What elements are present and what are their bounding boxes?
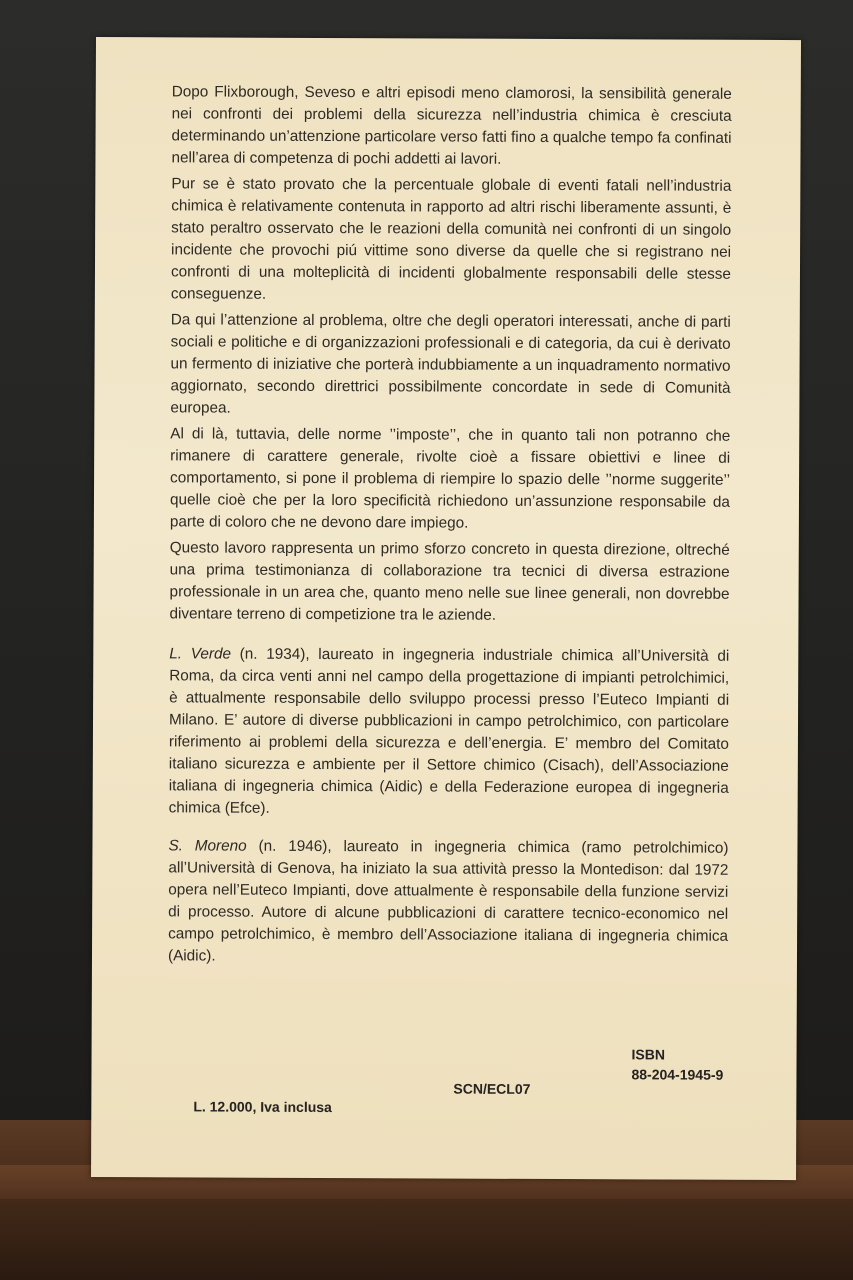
cover-text xyxy=(168,81,732,973)
catalog-code: SCN/ECL07 xyxy=(453,1080,531,1097)
intro-paragraph-1: Dopo Flixborough, Seveso e altri episodi meno clamorosi, la sensibilità generale nei confronti dei problemi della sicurezza nell’industria chimica è cresciuta determinando un’attenzione particolare verso fatti fino a qualche tempo fa confinati nell’area di competenza di pochi addetti ai lavori. xyxy=(171,83,732,168)
author-bio-verde-text: (n. 1934), laureato in ingegneria industriale chimica all’Università di Roma, da circa venti anni nel campo della progettazione di impianti petrolchimici, è attualmente responsabile dello sviluppo processi presso l’Euteco Impianti di Milano. E’ autore di diverse pubblicazioni in campo petrolchimico, con particolare riferimento ai problemi della sicurezza e dell’energia. E’ membro del Comitato italiano sicurezza e ambiente per il Settore chimico (Cisach), dell’Associazione italiana di ingegneria chimica (Aidic) e della Federazione europea di ingegneria chimica (Efce). xyxy=(168,645,730,817)
author-name-moreno: S. Moreno xyxy=(168,837,247,855)
author-name-verde: L. Verde xyxy=(169,645,232,663)
isbn-number: 88-204-1945-9 xyxy=(631,1066,724,1083)
author-bio-moreno xyxy=(168,835,729,969)
isbn-label: ISBN xyxy=(631,1046,666,1063)
author-bio-moreno-text: (n. 1946), laureato in ingegneria chimica (ramo petrolchimico) all’Università di Genova, ha iniziato la sua attività presso la Montedison: dal 1972 opera nell’Euteco Impianti, dove attualmente è responsabile della funzione servizi di processo. Autore di alcune pubblicazioni di carattere tecnico-economico nel campo petrolchimico, è membro dell’Associazione italiana di ingegneria chimica (Aidic). xyxy=(167,837,729,965)
intro-paragraph-5: Questo lavoro rappresenta un primo sforzo concreto in questa direzione, oltreché una prima testimonianza di collaborazione tra tecnici di diversa estrazione professionale in un area che, quanto meno nelle sue linee generali, non dovrebbe diventare terreno di competizione tra le aziende. xyxy=(169,539,730,624)
price-label: L. 12.000, Iva inclusa xyxy=(193,1098,332,1116)
intro-paragraph-3: Da qui l’attenzione al problema, oltre che degli operatori interessati, anche di parti sociali e politiche e di organizzazioni professionali e di categoria, da cui è derivato un fermento di iniziative che porterà indubbiamente a un inquadramento normativo aggiornato, secondo direttrici possibilmente concordate in sede di Comunità europea. xyxy=(170,311,731,417)
intro-paragraph-4: Al di là, tuttavia, delle norme ’’imposte’’, che in quanto tali non potranno che rimanere di carattere generale, rivolte cioè a fissare obiettivi e linee di comportamento, si pone il problema di riempire lo spazio delle ’’norme suggerite’’ quelle cioè che per la loro specificità richiedono un’assunzione responsabile da parte di coloro che ne devono dare impiego. xyxy=(169,425,731,532)
author-bio-verde xyxy=(169,643,730,821)
book-back-cover xyxy=(91,37,801,1180)
isbn-block xyxy=(631,1044,723,1084)
intro-paragraph-2: Pur se è stato provato che la percentuale globale di eventi fatali nell’industria chimica è relativamente contenuta in rapporto ad altri rischi liberamente assunti, è stato peraltro osservato che le reazioni della comunità nei confronti di un singolo incidente che provochi piú vittime sono diverse da quelle che si registrano nei confronti di una molteplicità di incidenti globalmente responsabili delle stesse conseguenze. xyxy=(170,175,732,303)
